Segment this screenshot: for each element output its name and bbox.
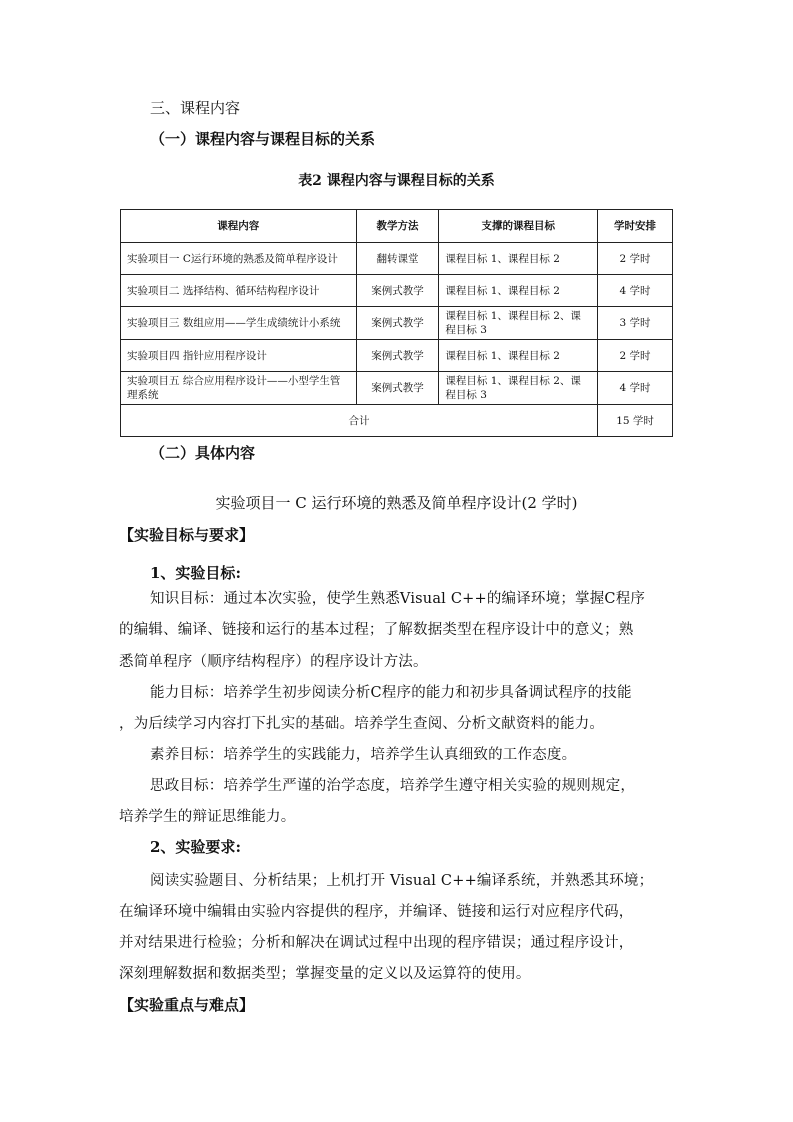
cell-goals: 课程目标 1、课程目标 2 <box>439 275 598 307</box>
requirements-heading: 2、实验要求: <box>150 838 241 856</box>
cell-goals: 课程目标 1、课程目标 2 <box>439 340 598 372</box>
experiment-title: 实验项目一 C 运行环境的熟悉及简单程序设计(2 学时) <box>215 494 578 512</box>
total-hours: 15 学时 <box>598 405 673 437</box>
cell-content: 实验项目二 选择结构、循环结构程序设计 <box>121 275 357 307</box>
body-line: 在编译环境中编辑由实验内容提供的程序，并编译、链接和运行对应程序代码， <box>119 904 634 920</box>
table-header-row <box>121 210 673 243</box>
table-row <box>121 340 673 372</box>
subsection-heading-1: （一）课程内容与课程目标的关系 <box>150 130 376 148</box>
cell-goals: 课程目标 1、课程目标 2、课程目标 3 <box>439 372 598 405</box>
cell-content: 实验项目一 C运行环境的熟悉及简单程序设计 <box>121 243 357 275</box>
cell-hours: 2 学时 <box>598 340 673 372</box>
key-points-bracket-heading: 【实验重点与难点】 <box>119 996 255 1014</box>
table-header: 支撑的课程目标 <box>439 210 598 243</box>
cell-method: 案例式教学 <box>356 340 439 372</box>
goals-heading: 1、实验目标: <box>150 564 241 582</box>
cell-hours: 4 学时 <box>598 372 673 405</box>
table-row <box>121 372 673 405</box>
body-line: 知识目标：通过本次实验，使学生熟悉Visual C++的编译环境；掌握C程序 <box>150 591 646 607</box>
body-line: 的编辑、编译、链接和运行的基本过程；了解数据类型在程序设计中的意义；熟 <box>119 622 634 638</box>
subsection-heading-2: （二）具体内容 <box>150 444 256 462</box>
body-line: ，为后续学习内容打下扎实的基础。培养学生查阅、分析文献资料的能力。 <box>119 716 605 732</box>
table-row <box>121 275 673 307</box>
cell-method: 翻转课堂 <box>356 243 439 275</box>
table-row <box>121 307 673 340</box>
cell-content: 实验项目三 数组应用——学生成绩统计小系统 <box>121 307 357 340</box>
cell-hours: 2 学时 <box>598 243 673 275</box>
cell-method: 案例式教学 <box>356 372 439 405</box>
section-heading: 三、课程内容 <box>150 99 241 117</box>
cell-method: 案例式教学 <box>356 307 439 340</box>
table-header: 教学方法 <box>356 210 439 243</box>
body-line: 并对结果进行检验；分析和解决在调试过程中出现的程序错误；通过程序设计， <box>119 935 634 951</box>
body-line: 培养学生的辩证思维能力。 <box>119 809 296 825</box>
body-line: 深刻理解数据和数据类型；掌握变量的定义以及运算符的使用。 <box>119 966 531 982</box>
table-total-row <box>121 405 673 437</box>
cell-method: 案例式教学 <box>356 275 439 307</box>
table-header: 课程内容 <box>121 210 357 243</box>
cell-goals: 课程目标 1、课程目标 2 <box>439 243 598 275</box>
cell-hours: 4 学时 <box>598 275 673 307</box>
body-line: 悉简单程序（顺序结构程序）的程序设计方法。 <box>119 654 428 670</box>
table-header: 学时安排 <box>598 210 673 243</box>
table-row <box>121 243 673 275</box>
cell-hours: 3 学时 <box>598 307 673 340</box>
cell-content: 实验项目四 指针应用程序设计 <box>121 340 357 372</box>
course-content-table <box>120 209 673 437</box>
body-line: 思政目标：培养学生严谨的治学态度，培养学生遵守相关实验的规则规定， <box>150 778 636 794</box>
total-label: 合计 <box>121 405 598 437</box>
table-caption: 表2 课程内容与课程目标的关系 <box>298 173 495 189</box>
cell-goals: 课程目标 1、课程目标 2、课程目标 3 <box>439 307 598 340</box>
cell-content: 实验项目五 综合应用程序设计——小型学生管理系统 <box>121 372 357 405</box>
body-line: 素养目标：培养学生的实践能力，培养学生认真细致的工作态度。 <box>150 747 577 763</box>
goals-bracket-heading: 【实验目标与要求】 <box>119 526 255 544</box>
body-line: 阅读实验题目、分析结果；上机打开 Visual C++编译系统，并熟悉其环境； <box>150 873 654 889</box>
body-line: 能力目标：培养学生初步阅读分析C程序的能力和初步具备调试程序的技能 <box>150 685 632 701</box>
